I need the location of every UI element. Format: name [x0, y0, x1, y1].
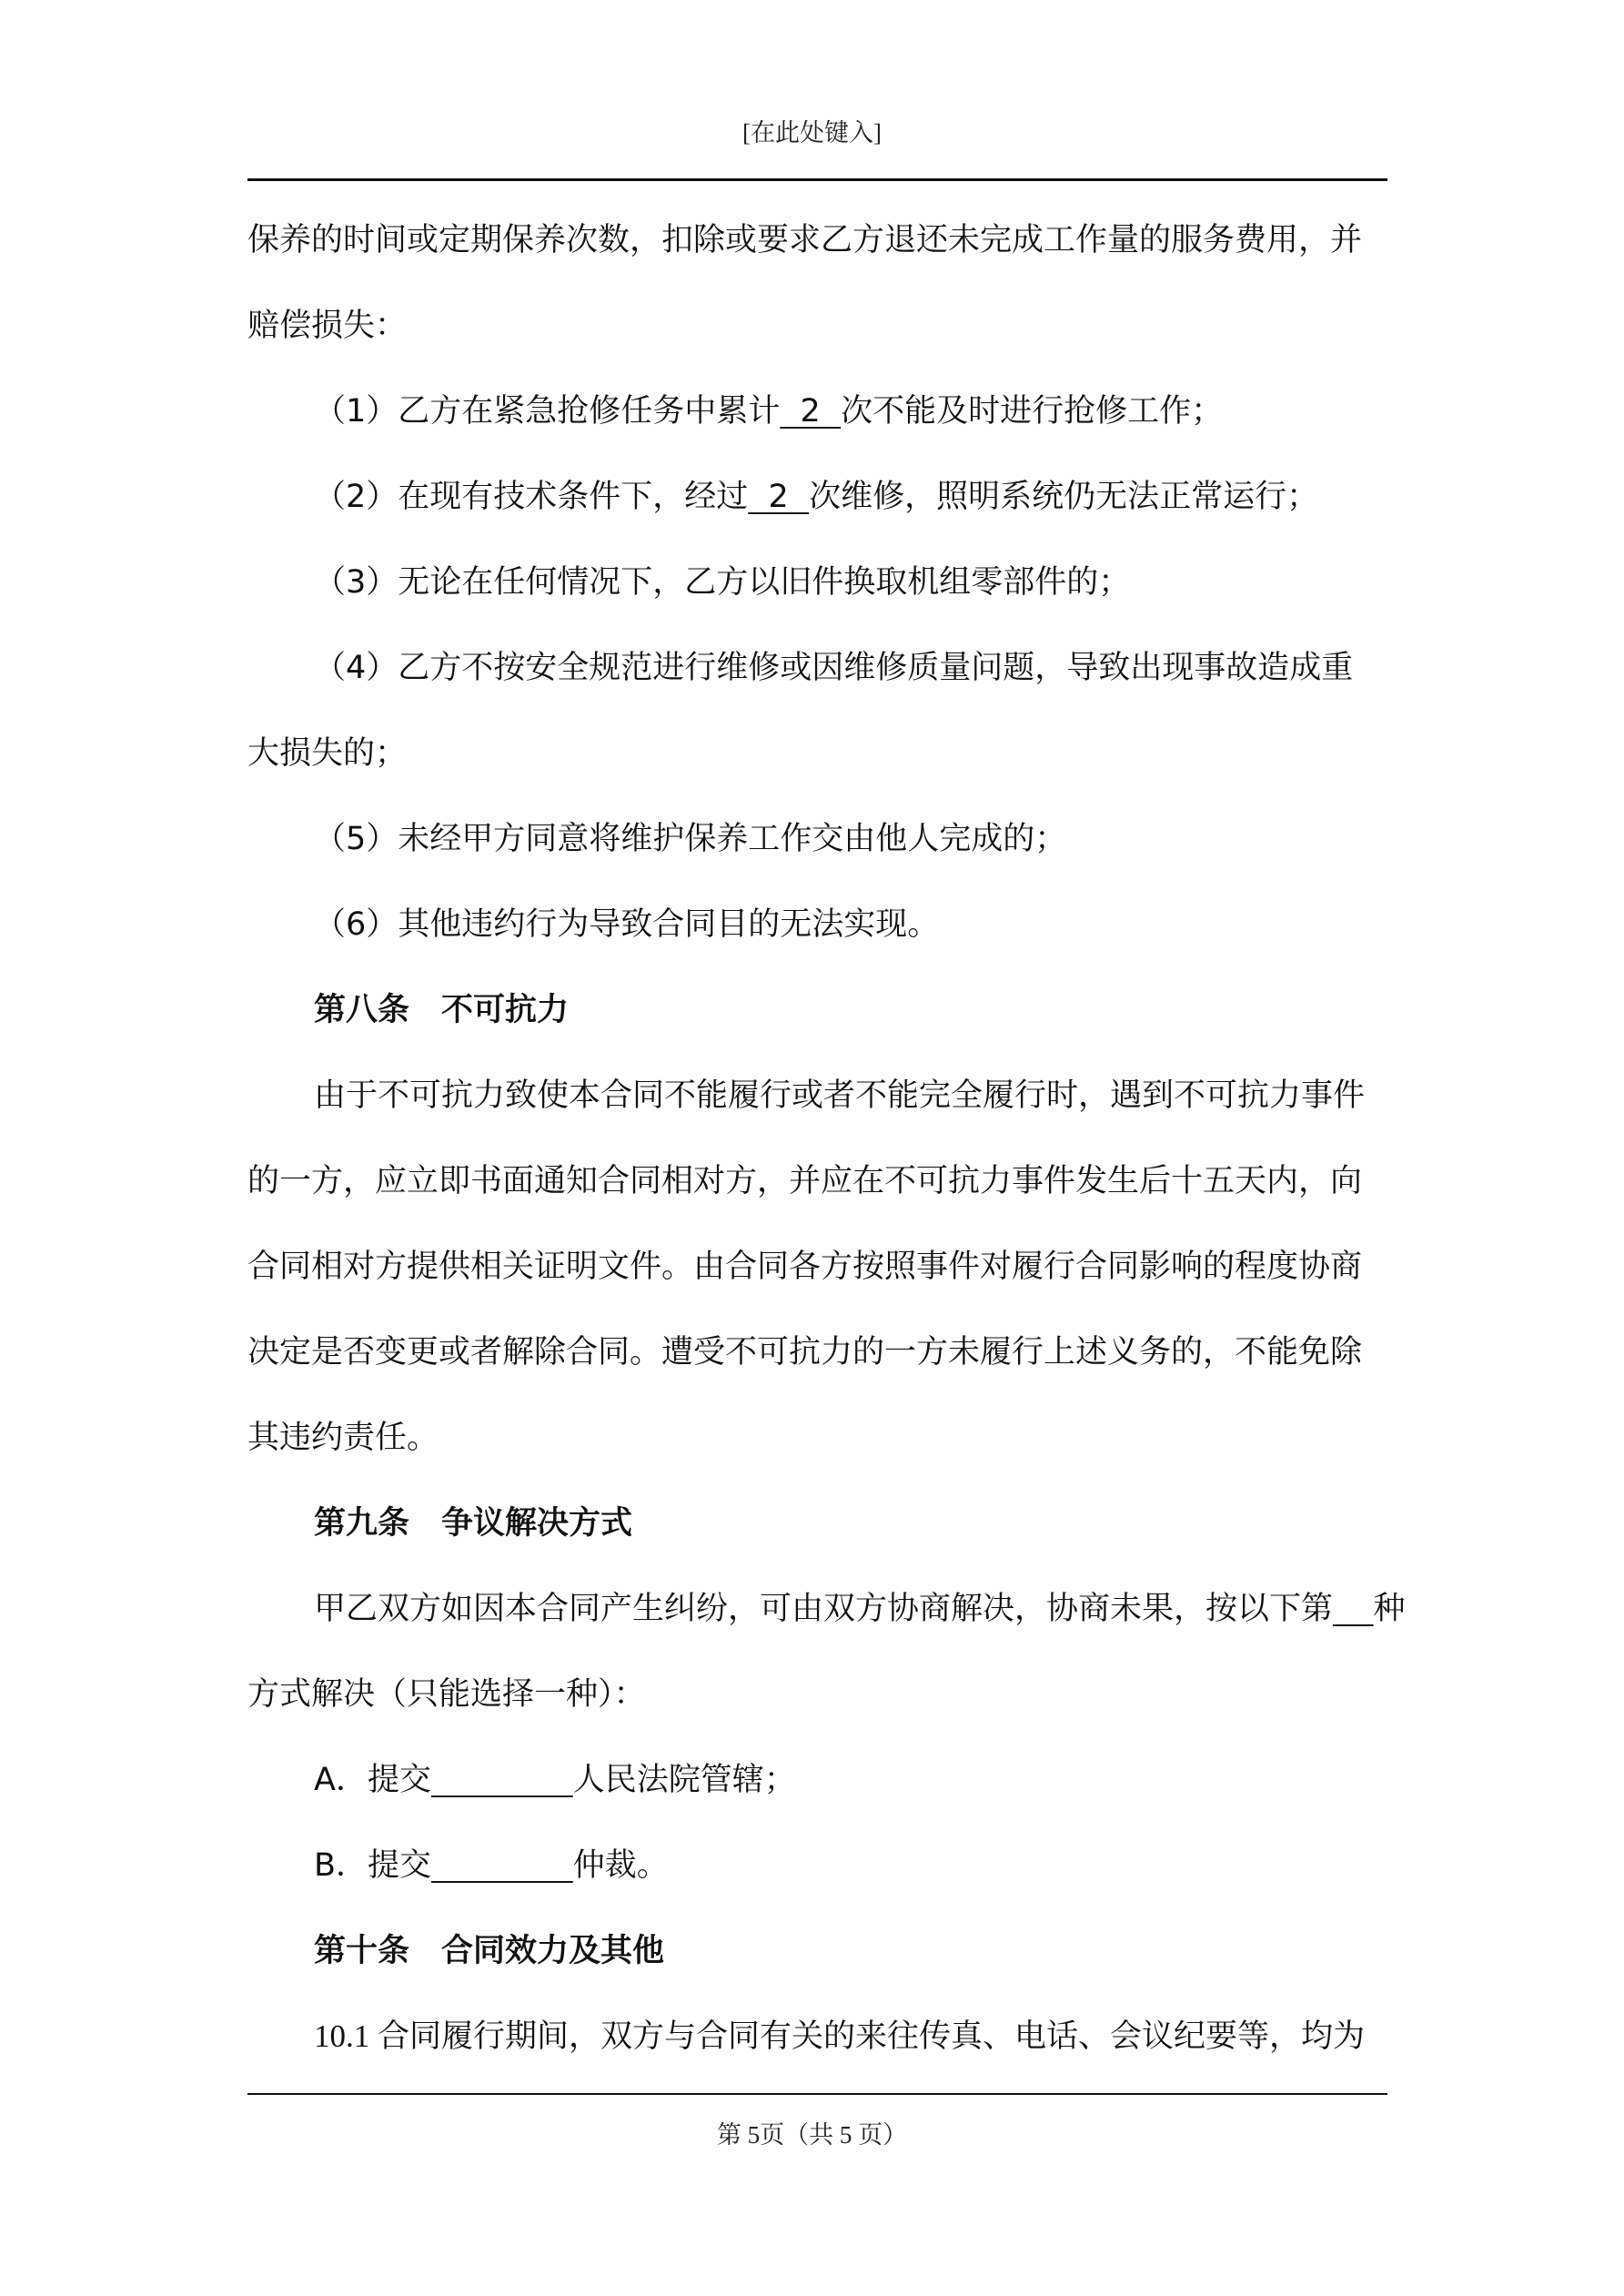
option-text: B．提交 — [314, 1847, 432, 1884]
empty-blank — [431, 1762, 573, 1798]
article-10-heading: 第十条 合同效力及其他 — [314, 1933, 665, 1969]
paragraph-line: 由于不可抗力致使本合同不能履行或者不能完全履行时，遇到不可抗力事件 — [314, 1077, 1366, 1114]
paragraph-line: 合同相对方提供相关证明文件。由合同各方按照事件对履行合同影响的程度协商 — [247, 1249, 1363, 1285]
paragraph-line: 赔偿损失： — [247, 308, 408, 344]
page-footer: 第 5页（共 5 页） — [716, 2121, 908, 2149]
list-item-2 — [314, 475, 1392, 519]
list-item-1 — [314, 389, 1392, 433]
list-item-text: 次维修，照明系统仍无法正常运行； — [809, 479, 1319, 515]
paragraph-text: 种 — [1373, 1591, 1406, 1627]
list-item-text: （1）乙方在紧急抢修任务中累计 — [314, 393, 781, 430]
list-item-3: （3）无论在任何情况下，乙方以旧件换取机组零部件的； — [314, 564, 1131, 601]
paragraph-line: 保养的时间或定期保养次数，扣除或要求乙方退还未完成工作量的服务费用，并 — [247, 222, 1363, 258]
paragraph-line: 方式解决（只能选择一种）： — [247, 1676, 646, 1713]
option-text: 人民法院管辖； — [572, 1762, 796, 1798]
option-text: A．提交 — [314, 1762, 431, 1798]
empty-blank — [431, 1847, 573, 1884]
article-8-heading: 第八条 不可抗力 — [314, 992, 570, 1028]
filled-blank: 2 — [748, 479, 810, 515]
header-rule — [247, 178, 1387, 181]
article-9-heading: 第九条 争议解决方式 — [314, 1505, 633, 1542]
list-item-4-continued: 大损失的； — [247, 735, 408, 772]
option-b — [314, 1844, 1392, 1887]
empty-blank — [1333, 1591, 1374, 1627]
option-text: 仲裁。 — [572, 1847, 669, 1884]
list-item-text: （2）在现有技术条件下，经过 — [314, 479, 749, 515]
list-item-6: （6）其他违约行为导致合同目的无法实现。 — [314, 906, 940, 943]
paragraph-text: 甲乙双方如因本合同产生纠纷，可由双方协商解决，协商未果，按以下第 — [314, 1591, 1334, 1627]
page-header: [在此处键入] — [742, 119, 882, 147]
paragraph-line: 的一方，应立即书面通知合同相对方，并应在不可抗力事件发生后十五天内，向 — [247, 1163, 1363, 1199]
option-a — [314, 1758, 1392, 1802]
footer-rule — [247, 2093, 1387, 2095]
filled-blank: 2 — [780, 393, 842, 430]
list-item-4: （4）乙方不按安全规范进行维修或因维修质量问题，导致出现事故造成重 — [314, 650, 1354, 686]
list-item-5: （5）未经甲方同意将维护保养工作交由他人完成的； — [314, 821, 1067, 857]
paragraph-line: 决定是否变更或者解除合同。遭受不可抗力的一方未履行上述义务的，不能免除 — [247, 1334, 1363, 1371]
paragraph-line: 10.1 合同履行期间，双方与合同有关的来往传真、电话、会议纪要等，均为 — [314, 2018, 1366, 2054]
paragraph-line: 其违约责任。 — [247, 1420, 439, 1456]
list-item-text: 次不能及时进行抢修工作； — [841, 393, 1224, 430]
paragraph-line — [314, 1587, 1406, 1631]
